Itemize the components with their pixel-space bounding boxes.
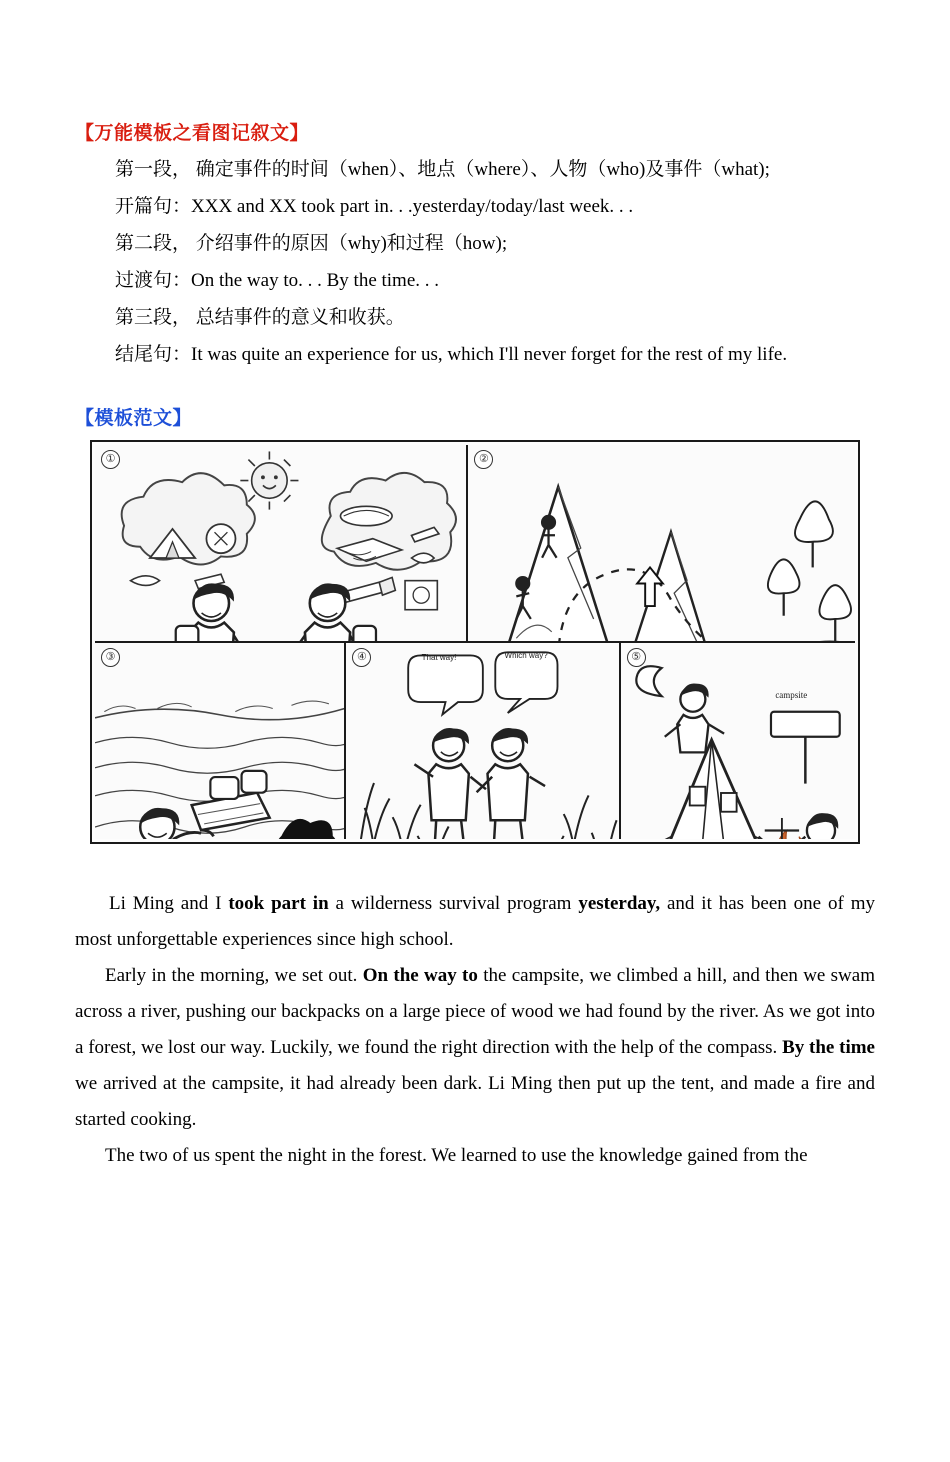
comic-panel-1: [95, 445, 468, 641]
speech-bubble-label: Which way?: [504, 650, 548, 660]
panel-2-drawing: [468, 445, 855, 641]
panel-4-drawing: [346, 643, 618, 839]
essay-text: we arrived at the campsite, it had already been dark. Li Ming then put up the tent, and made a fire and started cooking.: [75, 1073, 875, 1130]
panel-number: ①: [101, 450, 120, 469]
comic-row-bottom: [95, 641, 855, 839]
essay-text: Early in the morning, we set out.: [105, 965, 363, 986]
speech-bubble-label: That way!: [421, 652, 457, 662]
template-line: 开篇句：XXX and XX took part in. . .yesterday/today/last week. . .: [115, 196, 634, 217]
template-line-list: [75, 151, 875, 373]
document-page: [0, 118, 950, 1462]
section-title-sample-essay: 【模板范文】: [75, 408, 193, 429]
essay-paragraph-3: The two of us spent the night in the forest. We learned to use the knowledge gained from the: [105, 1145, 808, 1166]
comic-panel-3: [95, 643, 346, 839]
essay-paragraph-2: [75, 958, 875, 1138]
template-line: 第一段， 确定事件的时间（when）、地点（where）、人物（who)及事件（what);: [115, 159, 770, 180]
essay-text: and it has been one of my most unforgettable experiences since high school.: [75, 893, 875, 950]
essay-bold-phrase: By the time: [782, 1037, 875, 1058]
template-line: 第二段， 介绍事件的原因（why)和过程（how);: [115, 233, 508, 254]
panel-3-drawing: [95, 643, 344, 839]
panel-number: ③: [101, 648, 120, 667]
template-line: 过渡句：On the way to. . . By the time. . .: [115, 270, 440, 291]
panel-5-drawing: [621, 643, 855, 839]
section-title-template: 【万能模板之看图记叙文】: [75, 123, 310, 144]
comic-row-top: [95, 445, 855, 641]
essay-text: a wilderness survival program: [328, 893, 579, 914]
essay-text: the campsite, we climbed a hill, and then we swam across a river, pushing our backpacks on a large piece of wood we had found by the river. As we got into a forest, we lost our way. Luckily, we found the right direction with the help of the compass.: [75, 965, 875, 1058]
template-line: 第三段， 总结事件的意义和收获。: [115, 307, 405, 328]
panel-1-drawing: [95, 445, 466, 641]
comic-strip-figure: [90, 440, 860, 844]
essay-bold-phrase: took part in: [228, 893, 329, 914]
template-line: 结尾句：It was quite an experience for us, which I'll never forget for the rest of my life.: [115, 344, 788, 365]
comic-panel-2: [468, 445, 855, 641]
sample-essay-body: [75, 886, 875, 1174]
comic-panel-4: [346, 643, 620, 839]
essay-bold-phrase: On the way to: [362, 965, 478, 986]
panel-number: ②: [474, 450, 493, 469]
essay-paragraph-1: [75, 886, 875, 958]
panel-number: ⑤: [627, 648, 646, 667]
panel-number: ④: [352, 648, 371, 667]
comic-panel-5: [621, 643, 855, 839]
signpost-label: campsite: [775, 690, 808, 701]
essay-text: Li Ming and I: [109, 893, 229, 914]
essay-bold-phrase: yesterday,: [578, 893, 661, 914]
